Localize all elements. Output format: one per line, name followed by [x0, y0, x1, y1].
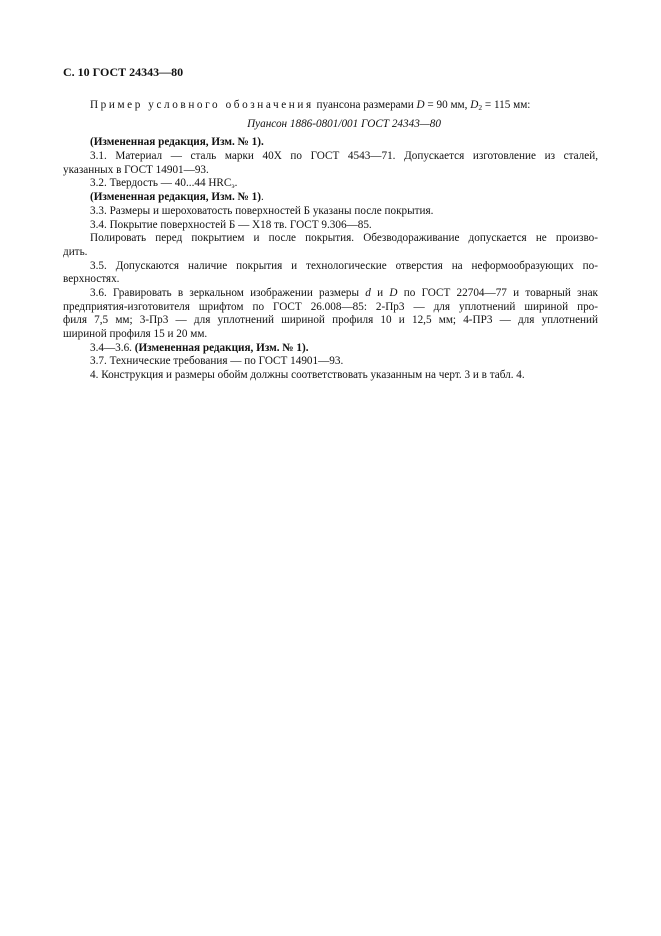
para-3-2	[90, 177, 598, 191]
para-3-4-3-6-bold: (Измененная редакция, Изм. № 1).	[134, 341, 309, 354]
var-D2: D	[470, 99, 479, 111]
var-D: D	[416, 99, 425, 111]
para-3-4: 3.4. Покрытие поверхностей Б — Х18 тв. ГОСТ 9.306—85.	[90, 218, 372, 231]
para-3-6-line-3: филя 7,5 мм; 3-Пр3 — для уплотнений шириной профиля 10 и 12,5 мм; 4-ПР3 — для уплотнений	[63, 314, 598, 327]
example-designation: Пуансон 1886-0801/001 ГОСТ 24343—80	[247, 117, 441, 130]
para-3-2-subscript: э	[231, 181, 235, 191]
para-3-4-3-6-prefix: 3.4—3.6.	[90, 341, 135, 354]
para-3-5-line-2: верхностях.	[63, 273, 120, 286]
para-polish-line-1: Полировать перед покрытием и после покрытия. Обезводораживание допускается не произво-	[90, 232, 598, 245]
var-D-3-6: D	[389, 286, 398, 299]
para-3-3: 3.3. Размеры и шероховатость поверхностей Б указаны после покрытия.	[90, 204, 434, 217]
amendment-note-2	[90, 191, 598, 205]
example-lead-text-2: = 90 мм,	[424, 99, 471, 111]
para-3-6-text-c: по ГОСТ 22704—77 и товарный знак	[397, 286, 598, 299]
para-3-5-line-1: 3.5. Допускаются наличие покрытия и технологические отверстия на неформообразующих по-	[90, 259, 598, 272]
para-3-7: 3.7. Технические требования — по ГОСТ 14901—93.	[90, 355, 344, 368]
para-3-6-line-2: предприятия-изготовителя шрифтом по ГОСТ 26.008—85: 2-Пр3 — для уплотнений шириной про-	[63, 300, 598, 313]
var-D2-subscript: 2	[478, 103, 483, 112]
var-d: d	[365, 286, 371, 299]
amendment-note-2-end: .	[261, 191, 264, 204]
example-lead-spaced: Пример условного обозначения	[90, 99, 314, 111]
para-3-6-line-4: шириной профиля 15 и 20 мм.	[63, 328, 208, 340]
amendment-note-2-bold: (Измененная редакция, Изм. № 1)	[90, 191, 261, 204]
page-header: С. 10 ГОСТ 24343—80	[63, 65, 184, 79]
para-3-6-text-b: и	[370, 286, 390, 299]
example-lead-line	[90, 99, 598, 113]
para-3-4-3-6-amendment	[90, 342, 598, 356]
document-body	[63, 99, 598, 383]
para-3-2-text: 3.2. Твердость — 40...44 HRC	[90, 177, 232, 190]
para-4: 4. Конструкция и размеры обойм должны соответствовать указанным на черт. 3 и в табл. 4.	[90, 369, 525, 382]
para-3-1-line-2: указанных в ГОСТ 14901—93.	[63, 163, 209, 176]
example-lead-text-3: = 115 мм:	[482, 99, 531, 111]
para-3-2-end: .	[234, 177, 238, 190]
para-3-6-line-1	[90, 287, 598, 301]
para-polish-line-2: дить.	[63, 245, 88, 258]
amendment-note-1: (Измененная редакция, Изм. № 1).	[90, 136, 264, 149]
para-3-1-line-1: 3.1. Материал — сталь марки 40Х по ГОСТ 4543—71. Допускается изготовление из сталей,	[90, 150, 598, 163]
para-3-6-text-a: 3.6. Гравировать в зеркальном изображении размеры	[90, 286, 366, 299]
example-lead-text-1: пуансона размерами	[316, 99, 417, 111]
